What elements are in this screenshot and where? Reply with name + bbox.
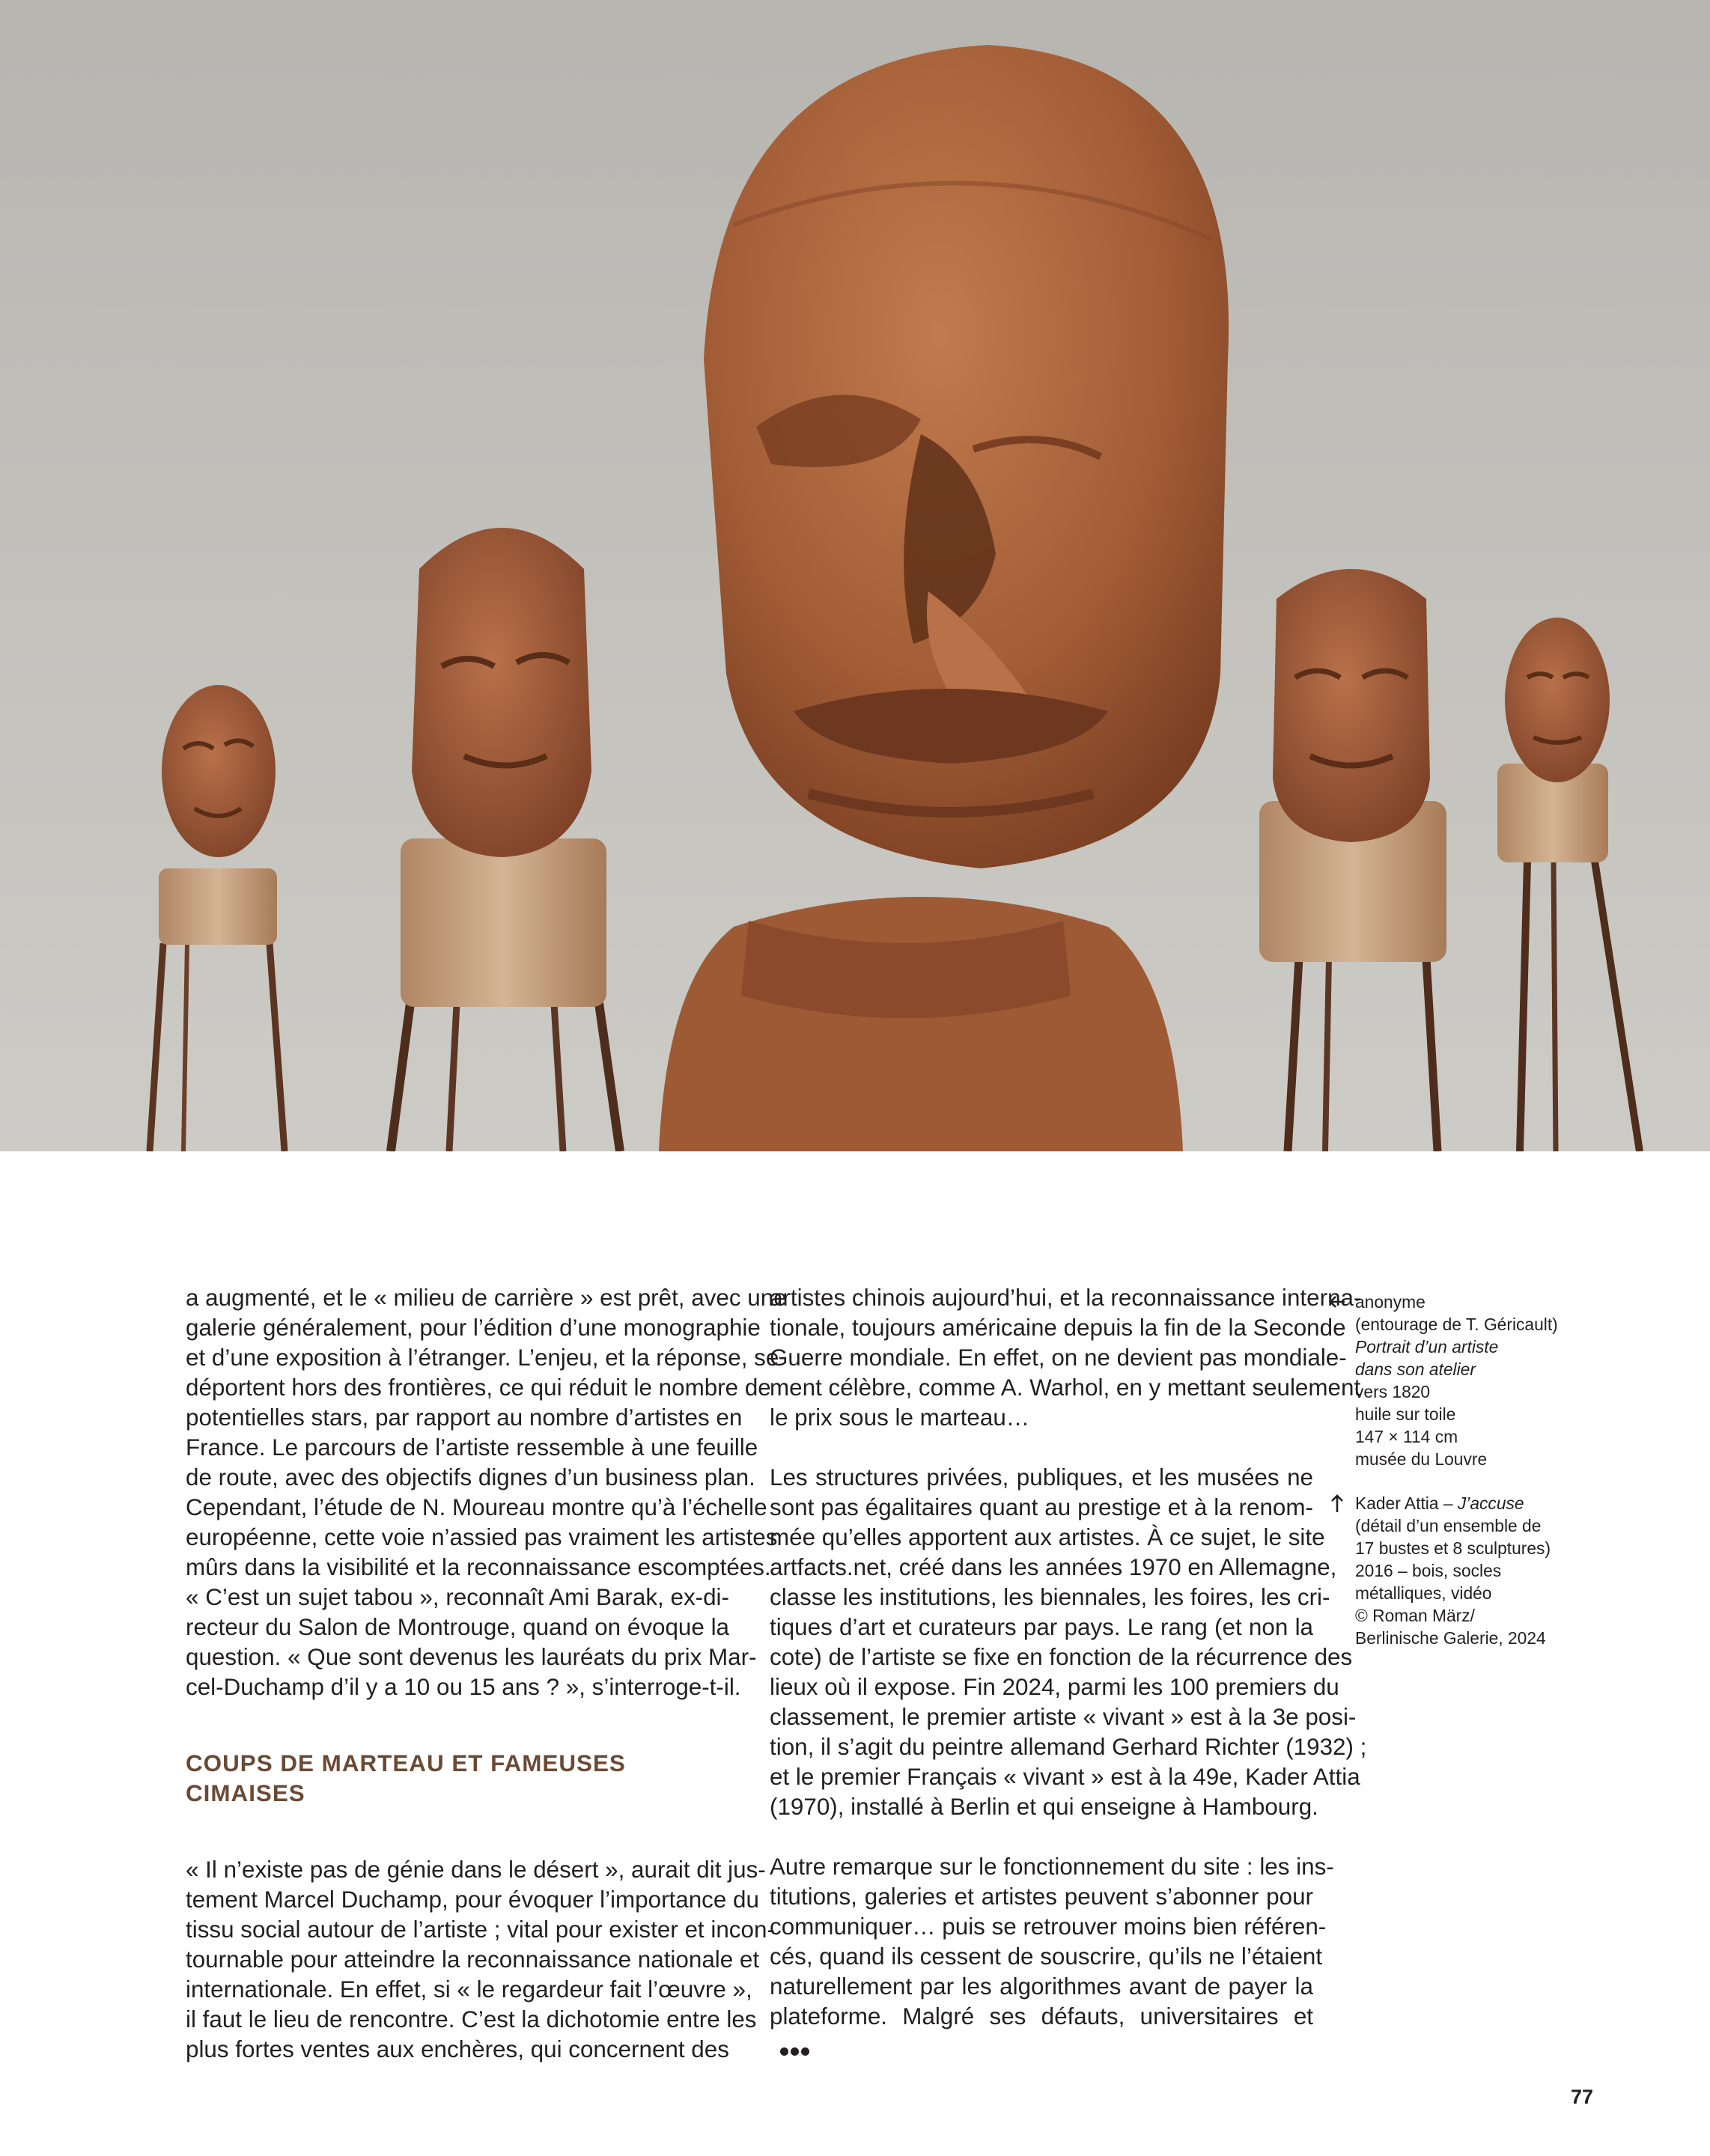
text-line: cés, quand ils cessent de souscrire, qu’ils ne l’étaient [770, 1943, 1323, 1970]
caption-collection: musée du Louvre [1355, 1449, 1488, 1469]
text-line: Guerre mondiale. En effet, on ne devient pas mondiale- [770, 1345, 1347, 1371]
paragraph-left-1 [186, 1283, 787, 1702]
text-line: cel-Duchamp d’il y a 10 ou 15 ans ? », s’interroge-t-il. [186, 1674, 741, 1700]
caption-credit: © Roman März/ [1355, 1606, 1475, 1625]
caption-sculpture [1355, 1492, 1602, 1649]
continued-dots-icon [780, 2033, 812, 2063]
text-line: classement, le premier artiste « vivant » est à la 3e posi- [770, 1704, 1357, 1730]
text-line: tement Marcel Duchamp, pour évoquer l’importance du [186, 1886, 759, 1913]
caption-title: J’accuse [1457, 1493, 1524, 1513]
section-subheading [186, 1749, 729, 1809]
caption-date: vers 1820 [1355, 1382, 1431, 1401]
caption-title: dans son atelier [1355, 1359, 1476, 1379]
text-line: France. Le parcours de l’artiste ressemble à une feuille [186, 1434, 758, 1461]
caption-medium: métalliques, vidéo [1355, 1583, 1492, 1603]
text-line: tionale, toujours américaine depuis la fin de la Seconde [770, 1315, 1346, 1341]
text-line: mûrs dans la visibilité et la reconnaissance escomptées. [186, 1554, 771, 1580]
text-line: internationale. En effet, si « le regardeur fait l’œuvre », [186, 1976, 752, 2003]
text-line: « C’est un sujet tabou », reconnaît Ami Barak, ex-di- [186, 1584, 729, 1610]
caption-detail: (détail d’un ensemble de [1355, 1516, 1542, 1535]
text-line: « Il n’existe pas de génie dans le désert », aurait dit jus- [186, 1857, 766, 1883]
caption-artist: anonyme [1355, 1292, 1425, 1312]
subheading-line: CIMAISES [186, 1780, 305, 1806]
text-line: ment célèbre, comme A. Warhol, en y mettant seulement [770, 1374, 1361, 1401]
text-line: tiques d’art et curateurs par pays. Le rang (et non la [770, 1614, 1313, 1640]
text-line: tournable pour atteindre la reconnaissance nationale et [186, 1946, 760, 1973]
text-line: sont pas égalitaires quant au prestige et à la renom- [770, 1494, 1313, 1520]
paragraph-mid-3 [770, 1852, 1334, 2063]
paragraph-mid-1 [770, 1283, 1362, 1433]
arrow-up-icon [1327, 1492, 1348, 1514]
text-line: Les structures privées, publiques, et les musées ne [770, 1464, 1313, 1490]
text-line: et le premier Français « vivant » est à la 49e, Kader Attia [770, 1764, 1360, 1790]
caption-dimensions: 147 × 114 cm [1355, 1427, 1458, 1446]
arrow-left-icon [1327, 1291, 1348, 1313]
text-line: plus fortes ventes aux enchères, qui concernent des [186, 2036, 729, 2062]
text-line: recteur du Salon de Montrouge, quand on évoque la [186, 1614, 730, 1640]
caption-medium: huile sur toile [1355, 1404, 1456, 1424]
text-line: mée qu’elles apportent aux artistes. À ce sujet, le site [770, 1524, 1325, 1550]
text-line: communiquer… puis se retrouver moins bien référen- [770, 1913, 1327, 1940]
caption-artist-title [1355, 1492, 1602, 1514]
text-line: titutions, galeries et artistes peuvent s’abonner pour [770, 1884, 1313, 1910]
bust-main-jaccuse [659, 45, 1229, 1151]
text-line: lieux où il expose. Fin 2024, parmi les 100 premiers du [770, 1674, 1339, 1700]
text-line: artistes chinois aujourd’hui, et la reconnaissance interna- [770, 1285, 1362, 1311]
caption-painting [1355, 1291, 1602, 1470]
caption-detail: 17 bustes et 8 sculptures) [1355, 1538, 1551, 1558]
caption-artist: Kader Attia – [1355, 1493, 1458, 1513]
text-line: Autre remarque sur le fonctionnement du site : les ins- [770, 1854, 1334, 1880]
text-line: le prix sous le marteau… [770, 1404, 1030, 1431]
text-line: cote) de l’artiste se fixe en fonction de la récurrence des [770, 1644, 1353, 1670]
page-number: 77 [1571, 2086, 1594, 2108]
article-column-middle [770, 1283, 1367, 2063]
text-line: galerie généralement, pour l’édition d’une monographie [186, 1315, 761, 1341]
text-line: et d’une exposition à l’étranger. L’enjeu, et la réponse, se [186, 1345, 779, 1371]
text-line: européenne, cette voie n’assied pas vraiment les artistes [186, 1524, 778, 1550]
text-line: de route, avec des objectifs dignes d’un business plan. [186, 1464, 755, 1490]
text-line: tissu social autour de l’artiste ; vital pour exister et incon- [186, 1916, 775, 1943]
text-line: potentielles stars, par rapport au nombre d’artistes en [186, 1404, 743, 1431]
text-line: plateforme. Malgré ses défauts, universitaires et [770, 2003, 1313, 2029]
caption-title: Portrait d’un artiste [1355, 1337, 1499, 1356]
text-line: Cependant, l’étude de N. Moureau montre qu’à l’échelle [186, 1494, 767, 1520]
text-line: a augmenté, et le « milieu de carrière » est prêt, avec une [186, 1285, 787, 1311]
text-line: il faut le lieu de rencontre. C’est la dichotomie entre les [186, 2006, 757, 2032]
paragraph-left-2 [186, 1855, 775, 2065]
text-line: (1970), installé à Berlin et qui enseigne à Hambourg. [770, 1794, 1318, 1820]
paragraph-mid-2 [770, 1463, 1367, 1822]
text-line: artfacts.net, créé dans les années 1970 en Allemagne, [770, 1554, 1337, 1580]
text-line: déportent hors des frontières, ce qui réduit le nombre de [186, 1374, 771, 1401]
caption-attribution: (entourage de T. Géricault) [1355, 1315, 1558, 1334]
caption-credit: Berlinische Galerie, 2024 [1355, 1628, 1546, 1648]
article-column-left [186, 1283, 787, 2065]
caption-date-medium: 2016 – bois, socles [1355, 1561, 1502, 1580]
text-line: tion, il s’agit du peintre allemand Gerhard Richter (1932) ; [770, 1734, 1367, 1760]
text-line: classe les institutions, les biennales, les foires, les cri- [770, 1584, 1330, 1610]
text-line: question. « Que sont devenus les lauréats du prix Mar- [186, 1644, 757, 1670]
text-line: naturellement par les algorithmes avant de payer la [770, 1973, 1313, 2000]
subheading-line: COUPS DE MARTEAU ET FAMEUSES [186, 1750, 626, 1776]
